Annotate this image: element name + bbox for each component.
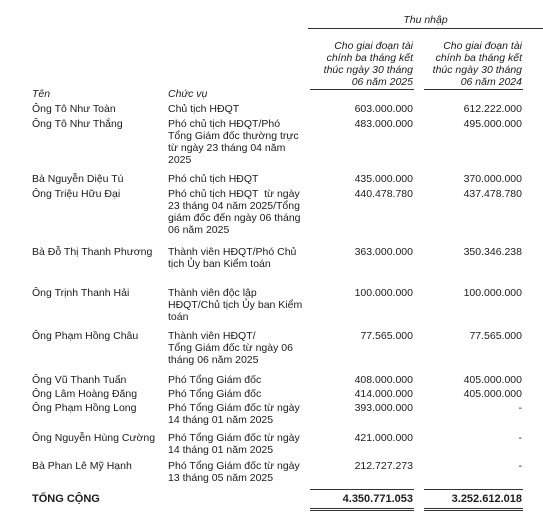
row-role: Thành viên HĐQT/Phó Chủ tịch Ủy ban Kiểm toán xyxy=(168,246,297,270)
row-value-2024: 370.000.000 xyxy=(463,173,522,185)
row-role: Phó Tổng Giám đốc từ ngày 14 tháng 01 năm 2025 xyxy=(168,402,300,426)
period-2025-header: Cho giai đoạn tài chính ba tháng kết thúc ngày 30 tháng 06 năm 2025 xyxy=(323,40,413,88)
row-role: Phó Tổng Giám đốc xyxy=(168,374,262,386)
row-value-2025: 421.000.000 xyxy=(354,432,413,444)
row-value-2025: 435.000.000 xyxy=(354,173,413,185)
row-value-2024: 77.565.000 xyxy=(469,330,522,342)
total-label: TỔNG CỘNG xyxy=(32,493,100,505)
row-name: Ông Vũ Thanh Tuấn xyxy=(32,374,127,386)
row-role: Thành viên độc lập HĐQT/Chủ tịch Ủy ban Kiểm toán xyxy=(168,287,303,323)
row-value-2025: 212.727.273 xyxy=(354,460,413,472)
row-name: Ông Triệu Hữu Đại xyxy=(32,188,121,200)
row-role: Phó Tổng Giám đốc từ ngày 14 tháng 01 năm 2025 xyxy=(168,432,300,456)
row-name: Ông Trịnh Thanh Hải xyxy=(32,287,130,299)
row-name: Ông Phạm Hồng Châu xyxy=(32,330,139,342)
row-value-2025: 440.478.780 xyxy=(354,188,413,200)
header-bottom-rule-2025 xyxy=(310,89,414,90)
total-double-rule-2024-a xyxy=(424,508,523,509)
row-value-2025: 363.000.000 xyxy=(354,246,413,258)
row-role: Phó Tổng Giám đốc từ ngày 13 tháng 05 năm 2025 xyxy=(168,460,300,484)
row-name: Ông Lâm Hoàng Đăng xyxy=(32,388,138,400)
row-name: Ông Tô Như Toàn xyxy=(32,103,116,115)
row-role: Phó chủ tịch HĐQT từ ngày 23 tháng 04 năm 2025/Tổng giám đốc đến ngày 06 tháng 06 năm 2025 xyxy=(168,188,301,236)
row-name: Ông Nguyễn Hùng Cường xyxy=(32,432,156,444)
total-top-rule-2024 xyxy=(424,489,523,490)
row-value-2025: 393.000.000 xyxy=(354,402,413,414)
row-name: Bà Nguyễn Diệu Tú xyxy=(32,173,124,185)
row-value-2024: 405.000.000 xyxy=(463,374,522,386)
row-value-2024: 495.000.000 xyxy=(463,118,522,130)
header-underline xyxy=(308,28,543,29)
row-name: Ông Tô Như Thắng xyxy=(32,118,123,130)
row-value-2025: 408.000.000 xyxy=(354,374,413,386)
row-name: Bà Đỗ Thị Thanh Phương xyxy=(32,246,153,258)
row-value-2024: - xyxy=(518,402,522,414)
row-value-2024: 350.346.238 xyxy=(463,246,522,258)
row-value-2025: 603.000.000 xyxy=(354,103,413,115)
row-value-2024: 612.222.000 xyxy=(463,103,522,115)
row-role: Phó chủ tịch HĐQT/Phó Tổng Giám đốc thường trực từ ngày 23 tháng 04 năm 2025 xyxy=(168,118,299,166)
row-value-2024: 100.000.000 xyxy=(463,287,522,299)
total-double-rule-2024-b xyxy=(424,510,523,511)
row-value-2025: 414.000.000 xyxy=(354,388,413,400)
row-role: Chủ tịch HĐQT xyxy=(168,103,240,115)
row-name: Ông Phạm Hồng Long xyxy=(32,402,137,414)
row-value-2024: - xyxy=(518,432,522,444)
total-top-rule-2025 xyxy=(310,489,414,490)
row-role: Phó Tổng Giám đốc xyxy=(168,388,262,400)
row-value-2024: - xyxy=(518,460,522,472)
total-double-rule-2025-b xyxy=(310,510,414,511)
role-column-header: Chức vụ xyxy=(168,88,208,100)
row-role: Phó chủ tịch HĐQT xyxy=(168,173,259,185)
total-value-2024: 3.252.612.018 xyxy=(451,493,522,505)
period-2024-header: Cho giai đoạn tài chính ba tháng kết thúc ngày 30 tháng 06 năm 2024 xyxy=(432,40,522,88)
row-value-2025: 77.565.000 xyxy=(360,330,413,342)
row-value-2025: 483.000.000 xyxy=(354,118,413,130)
name-column-header: Tên xyxy=(32,88,51,100)
row-value-2024: 405.000.000 xyxy=(463,388,522,400)
row-value-2024: 437.478.780 xyxy=(463,188,522,200)
row-value-2025: 100.000.000 xyxy=(354,287,413,299)
total-double-rule-2025-a xyxy=(310,508,414,509)
header-bottom-rule-2024 xyxy=(424,89,523,90)
row-name: Bà Phan Lê Mỹ Hạnh xyxy=(32,460,132,472)
income-group-header: Thu nhập xyxy=(403,14,448,26)
total-value-2025: 4.350.771.053 xyxy=(342,493,413,505)
row-role: Thành viên HĐQT/ Tổng Giám đốc từ ngày 06 tháng 06 năm 2025 xyxy=(168,330,293,366)
